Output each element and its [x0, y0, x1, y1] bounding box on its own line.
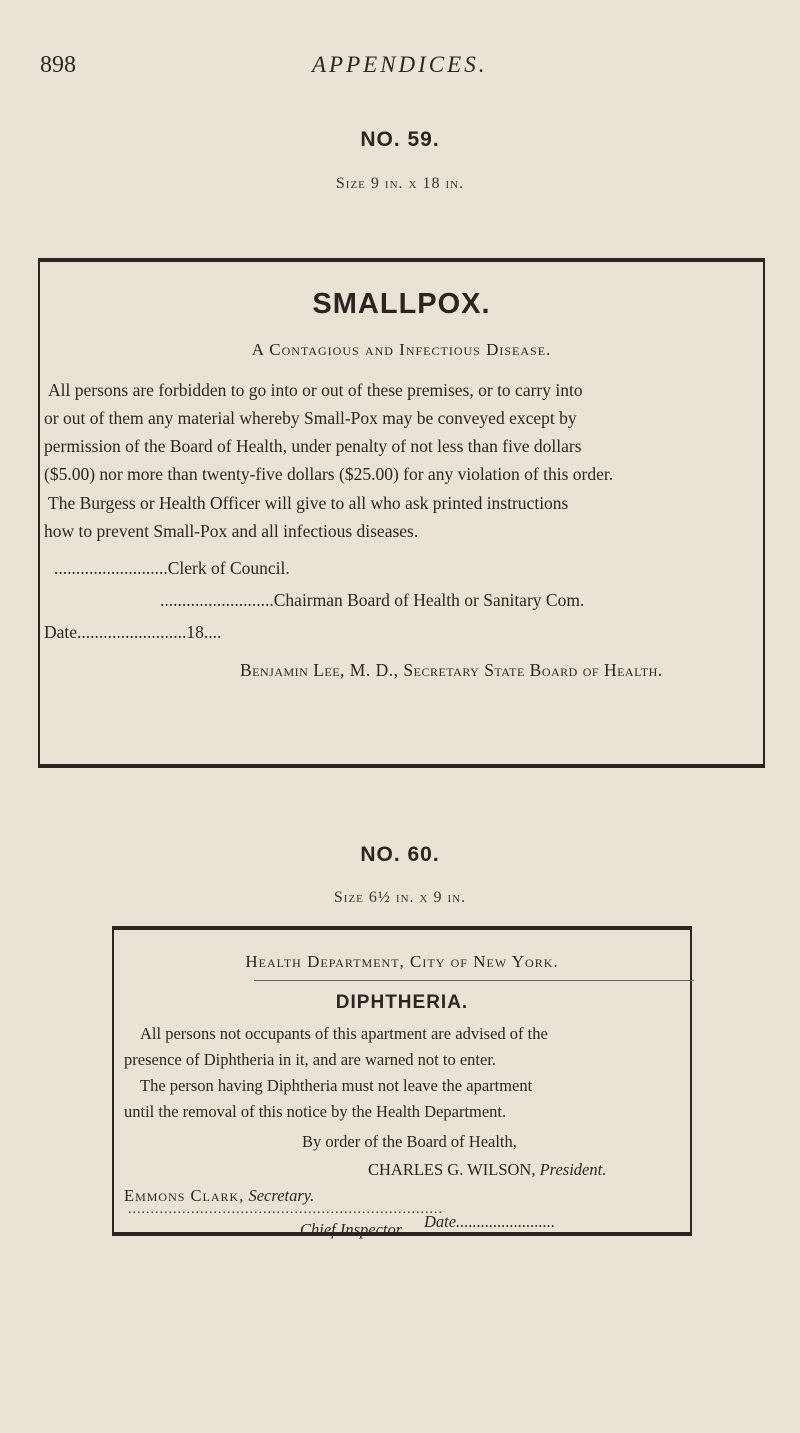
notice-59-number: NO. 59.: [360, 128, 440, 151]
president-signature: [368, 1160, 606, 1180]
notice-60-size: Size 6½ in. x 9 in.: [333, 889, 467, 906]
page-number: 898: [40, 52, 76, 78]
diphtheria-notice: [112, 926, 692, 1236]
inspector-title: Chief Inspector.: [300, 1220, 405, 1239]
smallpox-subtitle: A Contagious and Infectious Disease.: [251, 340, 552, 359]
smallpox-body-line: permission of the Board of Health, under penalty of not less than five dollars: [44, 436, 582, 456]
smallpox-body-line: All persons are forbidden to go into or out of these premises, or to carry into: [48, 380, 583, 400]
date-line: Date........................: [424, 1212, 556, 1231]
smallpox-body-line: ($5.00) nor more than twenty-five dollars ($25.00) for any violation of this order.: [44, 464, 614, 484]
diphtheria-body-line: presence of Diphtheria in it, and are warned not to enter.: [124, 1050, 497, 1069]
running-title: APPENDICES.: [312, 52, 488, 77]
secretary-name: Emmons Clark,: [124, 1186, 245, 1205]
running-head: [0, 52, 800, 82]
date-line: Date.........................18....: [44, 622, 222, 642]
smallpox-notice: [38, 258, 765, 768]
diphtheria-body-line: All persons not occupants of this apartment are advised of the: [140, 1024, 548, 1043]
diphtheria-title: DIPHTHERIA.: [335, 992, 469, 1013]
diphtheria-body-line: The person having Diphtheria must not leave the apartment: [140, 1076, 533, 1095]
president-name: CHARLES G. WILSON,: [368, 1160, 536, 1179]
chairman-signature-line: ..........................Chairman Board of Health or Sanitary Com.: [160, 590, 585, 610]
smallpox-body-line: how to prevent Small-Pox and all infectious diseases.: [44, 521, 419, 541]
notice-59-size: Size 9 in. x 18 in.: [335, 175, 465, 192]
smallpox-title: SMALLPOX.: [312, 288, 491, 320]
secretary-title: Secretary.: [248, 1186, 315, 1205]
president-title: President.: [539, 1160, 607, 1179]
secretary-signature: Benjamin Lee, M. D., Secretary State Board of Health.: [240, 660, 663, 680]
department-heading: Health Department, City of New York.: [245, 952, 559, 971]
clerk-signature-line: ..........................Clerk of Council.: [54, 558, 290, 578]
smallpox-body-line: The Burgess or Health Officer will give to all who ask printed instructions: [48, 493, 569, 513]
inspector-signature-dots: ......................................................................: [128, 1202, 443, 1217]
order-line: By order of the Board of Health,: [302, 1132, 517, 1151]
notice-60-number: NO. 60.: [360, 843, 440, 866]
diphtheria-body-line: until the removal of this notice by the Health Department.: [124, 1102, 507, 1121]
heading-rule: [254, 980, 694, 981]
smallpox-body-line: or out of them any material whereby Small-Pox may be conveyed except by: [44, 408, 577, 428]
